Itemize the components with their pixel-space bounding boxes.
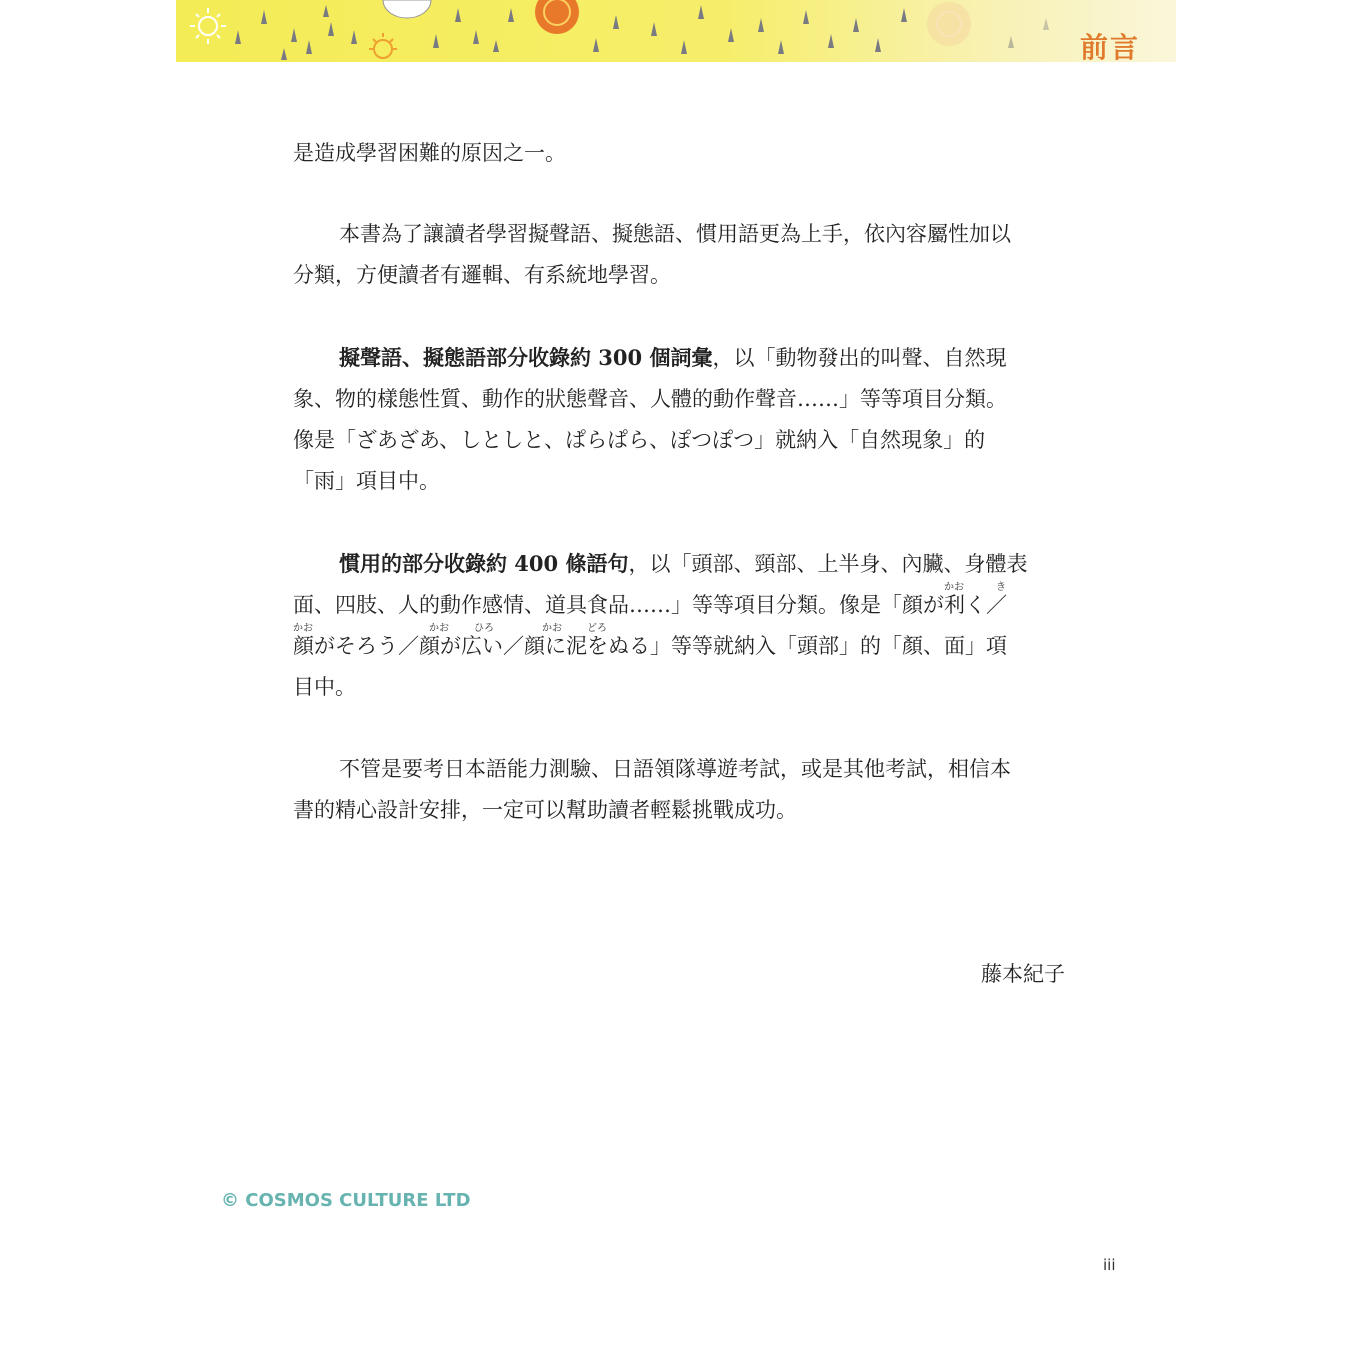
paragraph-2-line-2: 象、物的樣態性質、動作的狀態聲音、人體的動作聲音……」等等項目分類。 <box>293 387 1007 411</box>
paragraph-4-line-2: 書的精心設計安排，一定可以幫助讀者輕鬆挑戰成功。 <box>293 798 797 822</box>
paragraph-0: 是造成學習困難的原因之一。 <box>293 141 566 165</box>
paragraph-2-line-3: 像是「ざあざあ、しとしと、ぱらぱら、ぽつぽつ」就納入「自然現象」的 <box>293 428 986 452</box>
orange-slice-icon <box>535 0 579 34</box>
paragraph-4-line-1: 不管是要考日本語能力測驗、日語領隊導遊考試，或是其他考試，相信本 <box>339 757 1011 781</box>
furigana-kao: かお <box>944 582 964 593</box>
author-signature: 藤本紀子 <box>981 962 1065 986</box>
paragraph-3-bold-lead: 慣用的部分收錄約 400 條語句 <box>339 551 629 576</box>
flower-icon <box>383 0 431 18</box>
furigana-ki: き <box>996 582 1006 593</box>
furigana-doro: どろ <box>587 623 607 634</box>
paragraph-1-line-2: 分類，方便讀者有邏輯、有系統地學習。 <box>293 263 671 287</box>
paragraph-3-line-4: 目中。 <box>293 675 356 699</box>
copyright-notice: © COSMOS CULTURE LTD <box>221 1190 471 1211</box>
furigana-kao: かお <box>542 623 562 634</box>
paragraph-2 <box>293 337 1065 502</box>
paragraph-3 <box>293 543 1065 708</box>
section-title: 前言 <box>1079 31 1140 62</box>
paragraph-3-line-1: ，以「頭部、頸部、上半身、內臟、身體表 <box>628 552 1028 576</box>
raindrop-pattern <box>176 0 1176 62</box>
raindrop-icons <box>235 5 1049 60</box>
paragraph-2-bold-lead: 擬聲語、擬態語部分收錄約 300 個詞彙 <box>339 345 713 370</box>
paragraph-2-line-1: ，以「動物發出的叫聲、自然現 <box>712 346 1007 370</box>
paragraph-1 <box>293 214 1065 296</box>
sun-icon <box>190 8 226 44</box>
paragraph-3-line-2: 面、四肢、人的動作感情、道具食品……」等等項目分類。像是「顔が利く／ かお き <box>293 582 1007 617</box>
page-number: iii <box>1103 1256 1116 1274</box>
header-banner <box>176 0 1176 62</box>
sun-icon <box>369 33 397 58</box>
furigana-hiro: ひろ <box>474 623 494 634</box>
paragraph-2-line-4: 「雨」項目中。 <box>293 469 440 493</box>
paragraph-3-line-3: 顔がそろう／顔が広い／顔に泥をぬる」等等就納入「頭部」的「顏、面」項 かお かお ひろ かお どろ <box>293 623 1007 658</box>
orange-slice-icon <box>927 2 971 46</box>
furigana-kao: かお <box>293 623 313 634</box>
paragraph-4 <box>293 749 1065 831</box>
furigana-kao: かお <box>429 623 449 634</box>
paragraph-1-line-1: 本書為了讓讀者學習擬聲語、擬態語、慣用語更為上手，依內容屬性加以 <box>339 222 1011 246</box>
